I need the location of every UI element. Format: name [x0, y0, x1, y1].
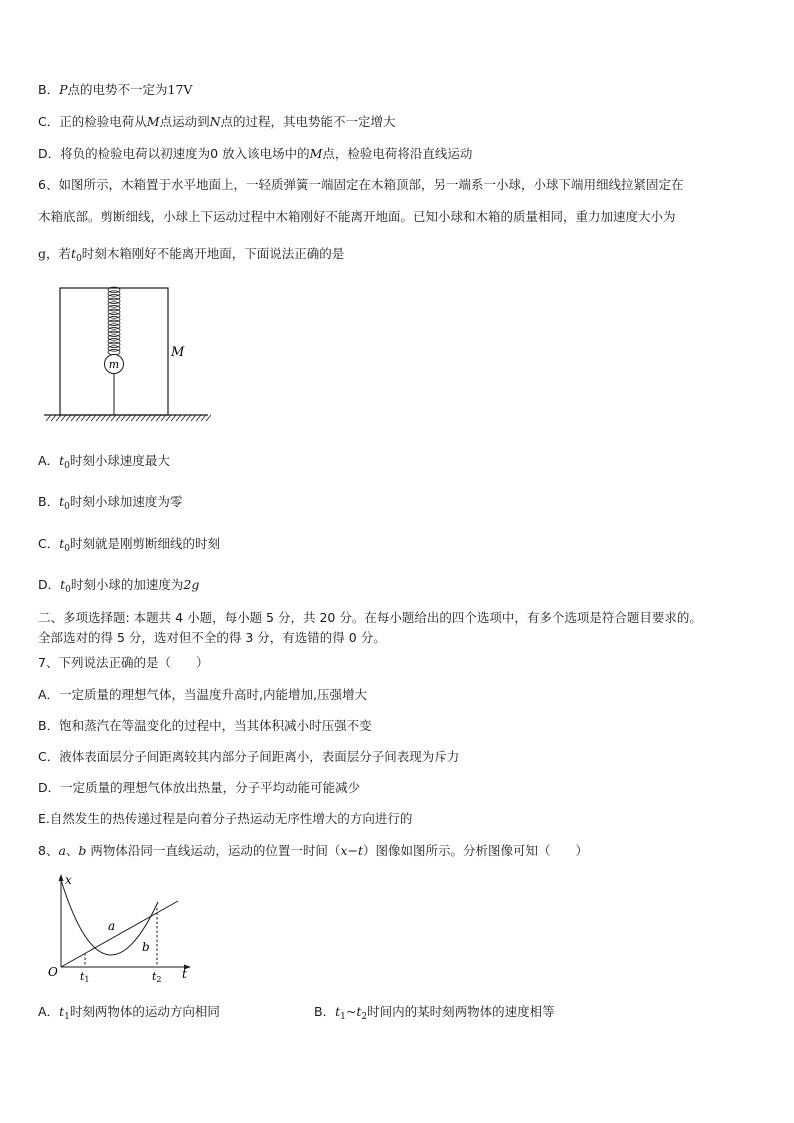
subscript: 0 [64, 502, 70, 512]
q6-stem-line3 [38, 246, 344, 267]
q7-stem: 7、下列说法正确的是（ ） [38, 655, 209, 670]
hatch-mark [86, 415, 91, 421]
spring-coil [108, 327, 120, 333]
option-label: D． [38, 577, 61, 592]
q7-option-e: E.自然发生的热传递过程是向着分子热运动无序性增大的方向进行的 [38, 811, 413, 826]
hatch-mark [196, 415, 201, 421]
option-text: 点运动到 [159, 114, 210, 129]
q7-option-c: C．液体表面层分子间距离较其内部分子间距离小，表面层分子间表现为斥力 [38, 749, 460, 764]
option-label: B． [38, 494, 60, 509]
hatch-mark [176, 415, 181, 421]
var-m: M [146, 114, 160, 129]
spring-coil [108, 338, 120, 344]
option-text: 点，检验电荷将沿直线运动 [322, 146, 473, 161]
t1-var: t [80, 970, 85, 982]
option-label: A． [38, 453, 60, 468]
hatch-mark [146, 415, 151, 421]
subscript: 1 [340, 1012, 346, 1022]
spring-box-svg [40, 284, 215, 432]
option-label: D． [38, 146, 61, 161]
q8-option-a [38, 1004, 220, 1025]
subscript: 0 [76, 254, 82, 264]
q8-stem [38, 843, 588, 859]
t2-sub: 2 [156, 975, 162, 982]
hatch-mark [106, 415, 111, 421]
spring-coil [108, 305, 120, 311]
spring-coil [108, 291, 120, 297]
hatch-mark [126, 415, 131, 421]
hatch-mark [51, 415, 56, 421]
xt-graph-svg [46, 870, 196, 982]
option-label: B． [38, 82, 60, 97]
stem-text: ，若 [46, 246, 72, 261]
x-axis-arrow [59, 874, 64, 881]
hatch-mark [91, 415, 96, 421]
hatch-mark [171, 415, 176, 421]
var-t: t [356, 1004, 362, 1019]
q8-option-b [314, 1004, 555, 1025]
hatch-mark [151, 415, 156, 421]
spring-coil [108, 294, 120, 300]
hatch-mark [131, 415, 136, 421]
var-t: t [59, 494, 65, 509]
option-label: A． [38, 1004, 60, 1019]
option-label: B． [314, 1004, 336, 1019]
hatch-mark [81, 415, 86, 421]
spring-coil [108, 335, 120, 341]
spring-coil [108, 316, 120, 322]
spring-coil [108, 320, 120, 326]
stem-text: 两物体沿同一直线运动，运动的位置一时间（ [86, 843, 341, 858]
q5-option-d [38, 146, 472, 162]
hatch-mark [166, 415, 171, 421]
hatch-mark [206, 415, 211, 421]
t1-label [80, 970, 90, 982]
section2-line1: 二、多项选择题: 本题共 4 小题，每小题 5 分，共 20 分。在每小题给出的四个选项中，有多个选项是符合题目要求的。 [38, 610, 702, 625]
t1-sub: 1 [84, 975, 90, 982]
hatch-mark [71, 415, 76, 421]
spring-coil [108, 331, 120, 337]
var-t: t [60, 577, 66, 592]
hatch-mark [96, 415, 101, 421]
label-a: a [108, 919, 116, 933]
q7-option-a: A．一定质量的理想气体，当温度升高时,内能增加,压强增大 [38, 687, 367, 702]
subscript: 0 [65, 585, 71, 595]
q7-option-b: B．饱和蒸汽在等温变化的过程中，当其体积减小时压强不变 [38, 718, 372, 733]
section2-line2: 全部选对的得 5 分，选对但不全的得 3 分，有选错的得 0 分。 [38, 630, 386, 645]
q6-option-b [38, 494, 182, 515]
hatch-mark [76, 415, 81, 421]
spring-coil [108, 324, 120, 330]
hatch-mark [201, 415, 206, 421]
var-m: M [309, 146, 323, 161]
option-label: C． [38, 114, 60, 129]
option-text: 时刻小球加速度为零 [69, 494, 183, 509]
q6-stem-line2: 木箱底部。剪断细线，小球上下运动过程中木箱刚好不能离开地面。已知小球和木箱的质量相同，重力加速度大小为 [38, 209, 676, 224]
var-a: a [58, 843, 66, 858]
spring-coil [108, 313, 120, 319]
hatch-mark [191, 415, 196, 421]
subscript: 1 [64, 1012, 70, 1022]
var-t: t [335, 1004, 341, 1019]
var-p: P [59, 82, 68, 97]
spring [108, 287, 120, 355]
subscript: 0 [64, 461, 70, 471]
xt-graph-figure [46, 870, 196, 985]
spring-coil [108, 302, 120, 308]
stem-text: 时刻木箱刚好不能离开地面，下面说法正确的是 [81, 246, 345, 261]
spring-coil [108, 342, 120, 348]
hatch-mark [56, 415, 61, 421]
q5-option-b [38, 82, 192, 98]
line-a [61, 901, 178, 967]
potential-value: 17V [167, 82, 193, 97]
option-text: 时刻小球速度最大 [69, 453, 170, 468]
hatch-mark [141, 415, 146, 421]
stem-text: 、 [65, 843, 79, 858]
var-n: N [209, 114, 221, 129]
t2-label [152, 970, 162, 982]
option-text: 时刻小球的加速度为 [70, 577, 184, 592]
var-g: g [38, 246, 47, 261]
option-text: 将负的检验电荷以初速度为0 放入该电场中的 [60, 146, 310, 161]
hatch-mark [111, 415, 116, 421]
hatch-mark [116, 415, 121, 421]
var-xt: x−t [340, 843, 363, 858]
hatch-mark [161, 415, 166, 421]
spring-box-figure [40, 284, 215, 435]
ground-hatch [46, 415, 211, 421]
var-t: t [71, 246, 77, 261]
tilde: ~ [345, 1004, 357, 1019]
t-axis-label: t [182, 967, 187, 981]
hatch-mark [66, 415, 71, 421]
option-text: 正的检验电荷从 [59, 114, 147, 129]
q6-stem-line1: 6、如图所示，木箱置于水平地面上，一轻质弹簧一端固定在木箱顶部，另一端系一小球，小球下端用细线拉紧固定在 [38, 177, 684, 192]
subscript: 2 [361, 1012, 368, 1022]
x-axis-label: x [65, 873, 72, 887]
option-label: C． [38, 536, 60, 551]
q6-option-c [38, 536, 220, 557]
subscript: 0 [64, 544, 70, 554]
t2-var: t [152, 970, 157, 982]
hatch-mark [156, 415, 161, 421]
option-text: 时刻就是刚剪断细线的时刻 [70, 536, 221, 551]
var-b: b [78, 843, 87, 858]
q6-option-d [38, 577, 199, 598]
q6-option-a [38, 453, 170, 474]
q5-option-c [38, 114, 396, 130]
spring-coil [108, 298, 120, 304]
value-2g: 2g [183, 577, 200, 592]
hatch-mark [181, 415, 186, 421]
hatch-mark [101, 415, 106, 421]
option-text: 点的电势不一定为 [67, 82, 168, 97]
hatch-mark [186, 415, 191, 421]
hatch-mark [136, 415, 141, 421]
option-text: 点的过程，其电势能不一定增大 [220, 114, 396, 129]
var-t: t [59, 453, 65, 468]
stem-text: 8、 [38, 843, 59, 858]
origin-label: O [48, 965, 58, 979]
label-b: b [142, 940, 150, 954]
option-text: 时刻两物体的运动方向相同 [69, 1004, 220, 1019]
box-label: M [171, 345, 185, 360]
q7-option-d: D．一定质量的理想气体放出热量，分子平均动能可能减少 [38, 780, 361, 795]
var-t: t [59, 1004, 65, 1019]
hatch-mark [61, 415, 66, 421]
spring-coil [108, 346, 120, 352]
option-text: 时间内的某时刻两物体的速度相等 [367, 1004, 555, 1019]
var-t: t [59, 536, 65, 551]
stem-text: ）图像如图所示。分析图像可知（ ） [362, 843, 588, 858]
spring-coil [108, 309, 120, 315]
ball-label: m [108, 358, 120, 371]
hatch-mark [121, 415, 126, 421]
hatch-mark [46, 415, 51, 421]
